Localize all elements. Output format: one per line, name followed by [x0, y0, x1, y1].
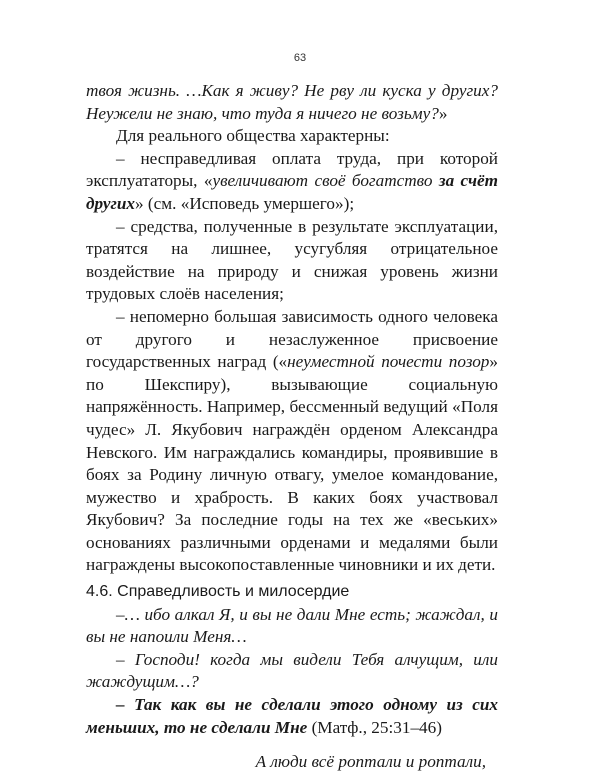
text-segment: » по Шекспиру), вызывающие социальную напряжённость. Например, бессменный ведущий «Поля чудес» Л. Якубович награждён орденом Александра Невского. Им награждались командиры, проявившие в боях за Родину личную отвагу, умелое командование, мужество и храбрость. В каких боях участвовал Якубович? За последние годы на тех же «веських» основаниях различными орденами и медалями были награждены высокопоставленные чиновники и их дети.	[86, 352, 498, 575]
paragraph-list-item-3	[86, 306, 498, 577]
bold-italic-segment: – Так как вы не сделали этого одному из сих меньших, то не сделали Мне	[86, 695, 498, 737]
citation: (Матф., 25:31–46)	[307, 717, 442, 737]
text-segment: » (см. «Исповедь умершего»);	[135, 193, 355, 213]
italic-segment: увеличивают своё богатство	[212, 171, 439, 191]
spacer	[86, 739, 498, 751]
paragraph-continuation	[86, 80, 498, 125]
section-heading: 4.6. Справедливость и милосердие	[86, 583, 350, 601]
scripture-quote-1: –… ибо алкал Я, и вы не дали Мне есть; жаждал, и вы не напоили Меня…	[86, 604, 498, 647]
scripture-quote-3	[86, 694, 498, 739]
page-body	[86, 80, 498, 774]
closing-quote-mark: »	[438, 103, 448, 123]
page-number: 63	[293, 52, 307, 64]
paragraph-list-item-1	[86, 148, 498, 216]
italic-quote: твоя жизнь. …Как я живу? Не рву ли куска у других? Неужели не знаю, что туда я ничего не возьму?	[86, 81, 498, 123]
text-segment: – несправедливая оплата труда, при которой эксплуататоры, «	[86, 148, 498, 191]
bold-italic-segment: за счёт других	[86, 171, 498, 213]
text-segment: – непомерно большая зависимость одного человека от другого и незаслуженное присвоение государственных наград («	[86, 306, 498, 372]
italic-segment: неуместной почести позор	[287, 352, 490, 372]
closing-line: А люди всё роптали и роптали,	[255, 752, 486, 772]
paragraph-intro: Для реального общества характерны:	[116, 126, 390, 146]
paragraph-list-item-2: – средства, полученные в результате эксплуатации, тратятся на лишнее, усугубляя отрицательное воздействие на природу и снижая уровень жизни трудовых слоёв населения;	[86, 216, 498, 304]
scripture-quote-2: – Господи! когда мы видели Тебя алчущим, или жаждущим…?	[86, 649, 498, 692]
